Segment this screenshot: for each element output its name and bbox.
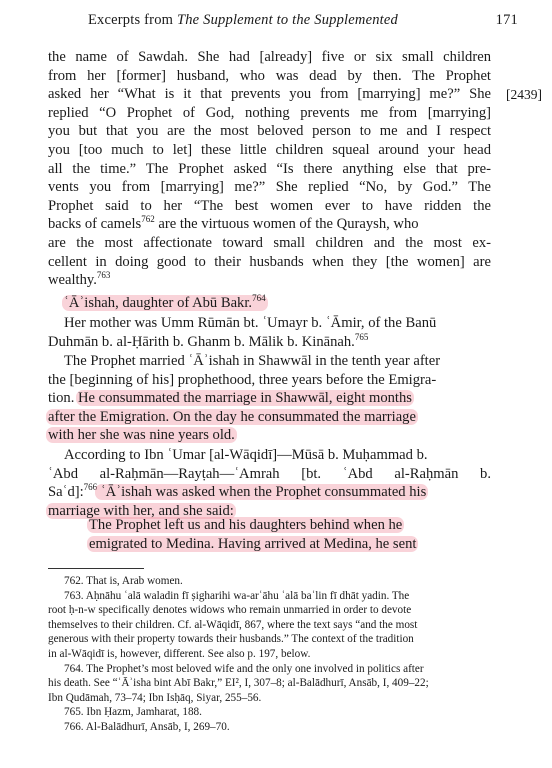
footnote-ref-765[interactable]: 765	[354, 331, 369, 342]
footnotes	[48, 574, 493, 735]
text-line	[48, 483, 491, 502]
text-line: all the time.” The Prophet asked “Is there anything else that pre-	[48, 160, 491, 177]
text-line: replied “O Prophet of God, nothing prevents me from [marrying]	[48, 104, 491, 121]
highlight	[62, 295, 268, 311]
highlight	[46, 409, 418, 425]
text-fragment: wealthy.	[48, 272, 97, 289]
text-line: the name of Sawdah. She had [already] five or six small children	[48, 49, 491, 65]
paragraph-isnad	[48, 446, 491, 520]
text-fragment: Duhmān b. al-Ḥārith b. Ghanm b. Mālik b. Kinānah.	[48, 333, 355, 350]
text-line: vents you from [marrying] me?” She replied “No, by God.” The	[48, 179, 491, 196]
text-fragment: On the day he consummated the marriage	[169, 408, 416, 425]
highlight: with her she was nine years old.	[48, 427, 235, 444]
text-fragment: Saʿd]:	[48, 484, 84, 501]
text-line	[48, 215, 491, 234]
text-fragment: tion.	[48, 390, 78, 407]
footnote-ref-766[interactable]: 766	[83, 482, 98, 493]
text-line: cellent in doing good to their husbands when they [the women] are	[48, 253, 491, 270]
footnote-ref-762[interactable]: 762	[141, 214, 155, 225]
block-quote	[48, 516, 491, 553]
text-line	[48, 408, 491, 427]
footnote-ref-763[interactable]: 763	[96, 270, 111, 281]
text-line: ʿAbd al-Raḥmān—Rayṭah—ʿAmrah [bt. ʿAbd al-Raḥmān b.	[48, 465, 491, 482]
margin-page-reference: [2439]	[506, 87, 542, 102]
highlight: marriage with her, and she said:	[48, 502, 234, 519]
text-line: The Prophet married ʿĀʾishah in Shawwāl in the tenth year after	[64, 353, 441, 369]
footnote-line: root ḥ-n-w specifically denotes widows who remain unmarried in order to devote	[48, 604, 412, 617]
text-line	[48, 271, 491, 290]
text-line: According to Ibn ʿUmar [al-Wāqidī]—Mūsā b. Muḥammad b.	[64, 447, 428, 463]
text-fragment: backs of camels	[48, 216, 142, 233]
footnote-line: his death. See “ʿĀʾisha bint Abī Bakr,” EI², I, 307–8; al-Balādhurī, Ansāb, I, 409–22;	[48, 677, 429, 690]
highlight: He consummated the marriage in Shawwāl, eight months	[78, 390, 412, 407]
footnote-line: themselves to their children. Cf. al-Wāqidī, 867, where the text says “and the most	[48, 618, 418, 631]
paragraph-sawdah	[48, 48, 491, 290]
text-line: Her mother was Umm Rūmān bt. ʿUmayr b. ʿĀmir, of the Banū	[64, 315, 437, 331]
page-number: 171	[495, 12, 518, 28]
text-line	[48, 516, 491, 535]
highlight: ʿĀʾishah was asked when the Prophet consummated his	[97, 484, 427, 501]
highlight: The Prophet left us and his daughters behind when he	[89, 517, 403, 533]
text-line	[48, 535, 491, 554]
text-fragment: are the virtuous women of the Quraysh, who	[154, 216, 419, 233]
header-prefix: Excerpts from	[88, 12, 177, 28]
text-line: you [too much to let] these little children squeal around your head	[48, 141, 491, 158]
footnote-ref-764[interactable]: 764	[252, 293, 266, 304]
paragraph-mother	[48, 314, 491, 351]
text-line	[48, 389, 491, 408]
footnote-766: 766. Al-Balādhurī, Ansāb, I, 269–70.	[64, 720, 230, 733]
text-line: are the most affectionate toward small children and the most ex-	[48, 234, 491, 251]
section-heading	[48, 294, 491, 313]
running-header	[88, 12, 518, 29]
header-book-title: The Supplement to the Supplemented	[176, 12, 398, 28]
text-line	[48, 426, 491, 445]
footnote-765: 765. Ibn Ḥazm, Jamharat, 188.	[64, 706, 202, 719]
footnote-line: generous with their property towards their husbands.” The context of the tradition	[48, 633, 414, 646]
text-line: from her [former] husband, who was dead by then. The Prophet	[48, 67, 491, 84]
footnote-764: 764. The Prophet’s most beloved wife and the only one involved in politics after	[64, 662, 424, 675]
highlight: emigrated to Medina. Having arrived at Medina, he sent	[89, 535, 417, 552]
heading-text: ʿĀʾishah, daughter of Abū Bakr.	[64, 295, 253, 311]
paragraph-marriage	[48, 352, 491, 445]
footnote-divider	[48, 568, 144, 569]
text-line: the [beginning of his] prophethood, three years before the Emigra-	[48, 371, 437, 388]
footnote-763: 763. Aḥnāhu ʿalā waladin fī ṣigharihi wa-arʿāhu ʿalā baʿlin fī dhāt yadin. The	[64, 589, 410, 602]
text-fragment: after the Emigration.	[48, 408, 170, 425]
footnote-762: 762. That is, Arab women.	[64, 575, 183, 587]
text-line: asked her “What is it that prevents you from [marrying] me?” She	[48, 86, 491, 103]
footnote-line: in al-Wāqidī is, however, different. See also p. 197, below.	[48, 647, 311, 660]
text-line	[48, 333, 491, 352]
footnote-line: Ibn Qudāmah, 73–74; Ibn Isḥāq, Siyar, 255–56.	[48, 691, 262, 704]
text-line: you but that you are the most beloved person to me and I respect	[48, 123, 491, 140]
text-line: Prophet said to her “The best women ever to have ridden the	[48, 197, 491, 214]
